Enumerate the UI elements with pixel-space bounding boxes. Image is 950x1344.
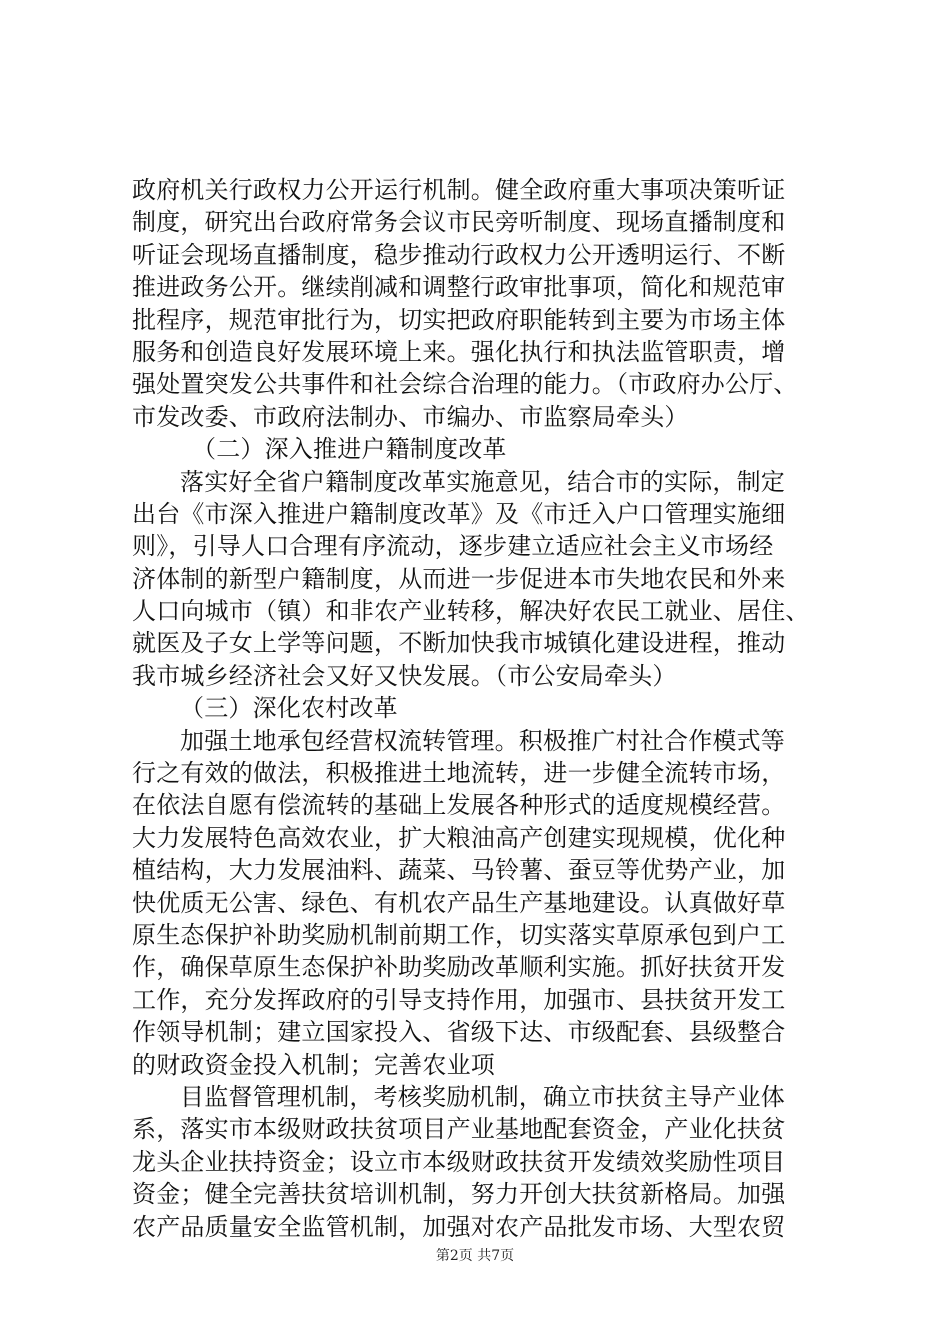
- page-number-label: 第2页 共7页: [435, 1248, 515, 1264]
- text-line: 资金；健全完善扶贫培训机制，努力开创大扶贫新格局。加强: [132, 1180, 786, 1209]
- text-line: 原生态保护补助奖励机制前期工作，切实落实草原承包到户工: [132, 920, 786, 949]
- text-line: 我市城乡经济社会又好又快发展。（市公安局牵头）: [132, 661, 677, 690]
- text-line: 目监督管理机制，考核奖励机制，确立市扶贫主导产业体: [180, 1082, 785, 1111]
- text-line: 加强土地承包经营权流转管理。积极推广村社合作模式等: [180, 726, 785, 755]
- text-line: 服务和创造良好发展环境上来。强化执行和执法监管职责，增: [132, 337, 786, 366]
- text-line: 的财政资金投入机制；完善农业项: [132, 1050, 495, 1079]
- text-line: 则》，引导人口合理有序流动，逐步建立适应社会主义市场经: [132, 532, 774, 561]
- text-line: 济体制的新型户籍制度，从而进一步促进本市失地农民和外来: [132, 564, 786, 593]
- text-line: 推进政务公开。继续削减和调整行政审批事项，简化和规范审: [132, 273, 786, 302]
- text-line: 市发改委、市政府法制办、市编办、市监察局牵头）: [132, 402, 689, 431]
- text-line: 人口向城市（镇）和非农产业转移，解决好农民工就业、居住、: [132, 597, 810, 626]
- text-line: 在依法自愿有偿流转的基础上发展各种形式的适度规模经营。: [132, 791, 786, 820]
- text-line: 听证会现场直播制度，稳步推动行政权力公开透明运行、不断: [132, 240, 786, 269]
- text-line: 制度，研究出台政府常务会议市民旁听制度、现场直播制度和: [132, 208, 786, 237]
- text-line: 作，确保草原生态保护补助奖励改革顺利实施。抓好扶贫开发: [132, 953, 786, 982]
- text-line: 工作，充分发挥政府的引导支持作用，加强市、县扶贫开发工: [132, 985, 786, 1014]
- text-line: 大力发展特色高效农业，扩大粮油高产创建实现规模，优化种: [132, 823, 786, 852]
- text-line: 快优质无公害、绿色、有机农产品生产基地建设。认真做好草: [132, 888, 786, 917]
- section-heading: （三）深化农村改革: [180, 694, 398, 723]
- section-heading: （二）深入推进户籍制度改革: [192, 435, 507, 464]
- text-line: 植结构，大力发展油料、蔬菜、马铃薯、蚕豆等优势产业，加: [132, 856, 786, 885]
- document-body: [132, 174, 832, 1243]
- text-line: 龙头企业扶持资金；设立市本级财政扶贫开发绩效奖励性项目: [132, 1147, 786, 1176]
- text-line: 行之有效的做法，积极推进土地流转，进一步健全流转市场，: [132, 759, 786, 788]
- text-line: 出台《市深入推进户籍制度改革》及《市迁入户口管理实施细: [132, 499, 786, 528]
- text-line: 就医及子女上学等问题，不断加快我市城镇化建设进程，推动: [132, 629, 786, 658]
- text-line: 系，落实市本级财政扶贫项目产业基地配套资金，产业化扶贫: [132, 1115, 786, 1144]
- text-line: 批程序，规范审批行为，切实把政府职能转到主要为市场主体: [132, 305, 786, 334]
- text-line: 农产品质量安全监管机制，加强对农产品批发市场、大型农贸: [132, 1212, 786, 1241]
- text-line: 强处置突发公共事件和社会综合治理的能力。（市政府办公厅、: [132, 370, 798, 399]
- text-line: 落实好全省户籍制度改革实施意见，结合市的实际，制定: [180, 467, 785, 496]
- text-line: 作领导机制；建立国家投入、省级下达、市级配套、县级整合: [132, 1018, 786, 1047]
- page-footer: [0, 1246, 950, 1266]
- text-line: 政府机关行政权力公开运行机制。健全政府重大事项决策听证: [132, 176, 786, 204]
